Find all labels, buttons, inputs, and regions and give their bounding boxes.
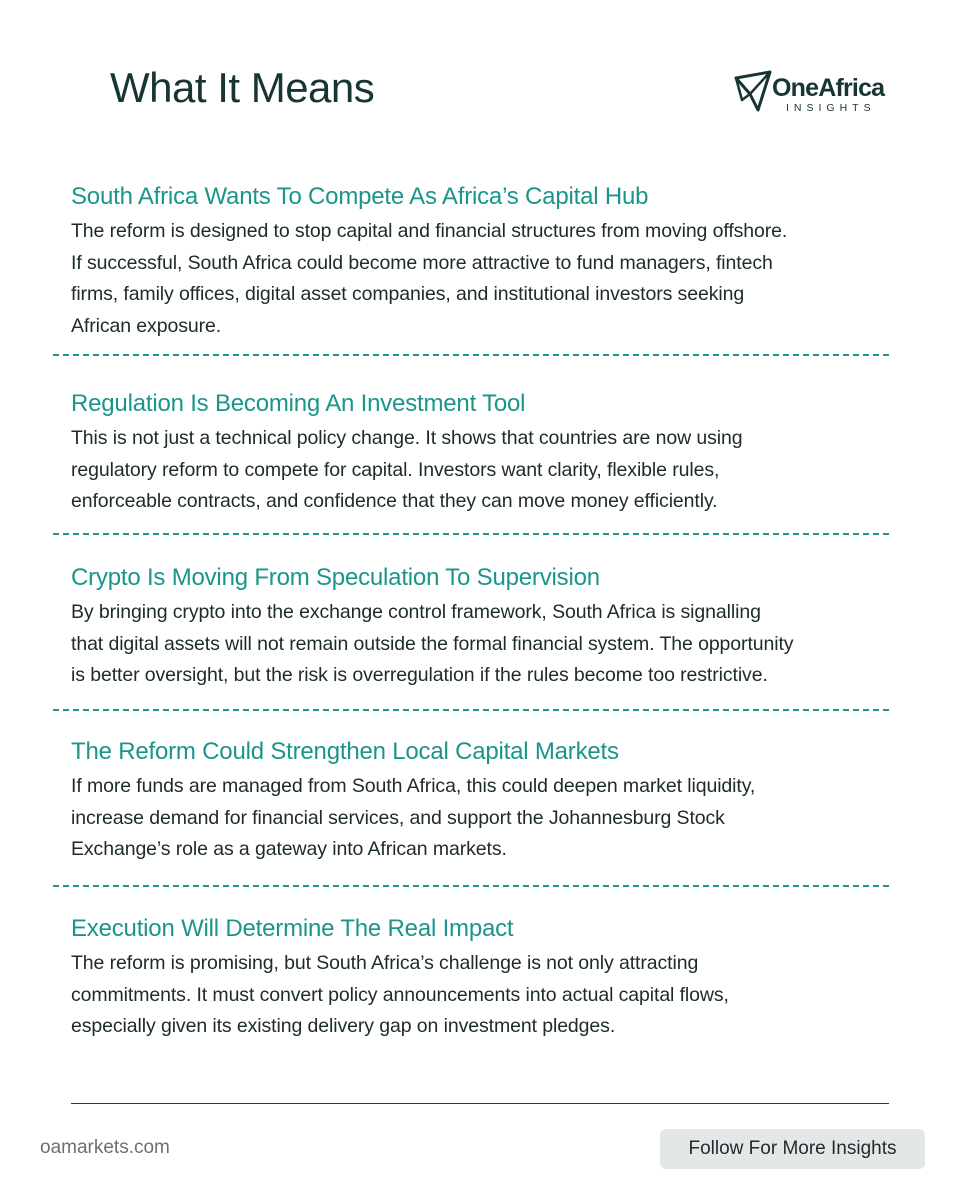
section-divider	[53, 709, 889, 711]
section-body	[71, 423, 901, 518]
section-divider	[53, 885, 889, 887]
section-heading: The Reform Could Strengthen Local Capital Markets	[71, 738, 619, 765]
section-body	[71, 597, 901, 692]
insight-section-crypto	[71, 563, 901, 692]
follow-button[interactable]: Follow For More Insights	[660, 1129, 925, 1169]
body-line: The reform is promising, but South Africa’s challenge is not only attracting	[71, 952, 699, 974]
page-title: What It Means	[110, 64, 375, 111]
insight-section-regulation	[71, 389, 901, 518]
logo-subtitle: INSIGHTS	[786, 102, 876, 114]
section-heading: South Africa Wants To Compete As Africa’s Capital Hub	[71, 183, 649, 210]
section-body	[71, 216, 901, 342]
body-line: This is not just a technical policy change. It shows that countries are now using	[71, 427, 743, 449]
section-divider	[53, 354, 889, 356]
logo-wordmark: OneAfrica	[772, 74, 885, 102]
body-line: enforceable contracts, and confidence that they can move money efficiently.	[71, 490, 718, 512]
section-heading: Execution Will Determine The Real Impact	[71, 915, 514, 942]
section-heading: Regulation Is Becoming An Investment Tool	[71, 390, 526, 417]
brand-logo	[734, 68, 894, 116]
body-line: African exposure.	[71, 314, 222, 337]
body-line: If more funds are managed from South Africa, this could deepen market liquidity,	[71, 775, 756, 797]
body-line: commitments. It must convert policy announcements into actual capital flows,	[71, 983, 729, 1006]
body-line: The reform is designed to stop capital and financial structures from moving offshore.	[71, 220, 788, 242]
website-link[interactable]: oamarkets.com	[40, 1137, 170, 1158]
section-body	[71, 771, 901, 866]
insight-section-execution	[71, 914, 901, 1043]
body-line: regulatory reform to compete for capital. Investors want clarity, flexible rules,	[71, 458, 720, 481]
paper-plane-icon	[734, 70, 774, 114]
footer-divider	[71, 1103, 889, 1104]
body-line: increase demand for financial services, and support the Johannesburg Stock	[71, 806, 725, 829]
body-line: If successful, South Africa could become more attractive to fund managers, fintech	[71, 251, 773, 274]
section-divider	[53, 533, 889, 535]
section-body	[71, 948, 901, 1043]
body-line: is better oversight, but the risk is overregulation if the rules become too restrictive.	[71, 664, 768, 686]
body-line: By bringing crypto into the exchange control framework, South Africa is signalling	[71, 601, 761, 623]
body-line: firms, family offices, digital asset companies, and institutional investors seeking	[71, 283, 745, 305]
insight-section-capital-markets	[71, 737, 901, 866]
body-line: especially given its existing delivery gap on investment pledges.	[71, 1015, 616, 1037]
body-line: that digital assets will not remain outside the formal financial system. The opportunity	[71, 632, 794, 655]
body-line: Exchange’s role as a gateway into African markets.	[71, 838, 507, 860]
insight-section-capital-hub	[71, 182, 901, 342]
section-heading: Crypto Is Moving From Speculation To Supervision	[71, 564, 600, 591]
